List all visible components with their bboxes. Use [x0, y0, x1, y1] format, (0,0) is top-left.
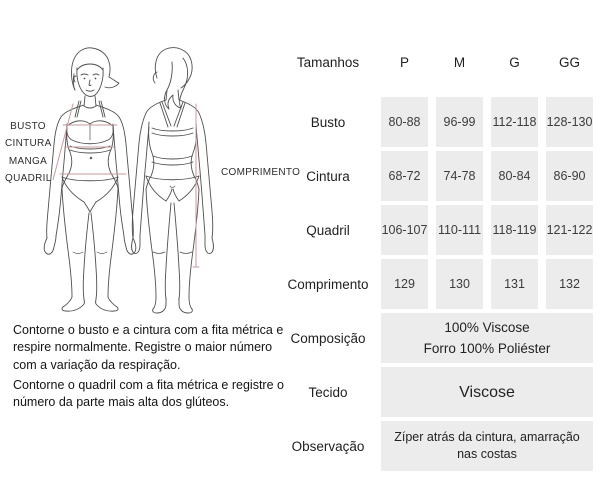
cell-busto-gg: 128-130 [546, 97, 593, 147]
cell-quadril-m: 110-111 [436, 205, 483, 255]
label-comprimento: COMPRIMENTO [221, 167, 301, 178]
row-label-tecido: Tecido [308, 384, 348, 400]
instruction-bust-waist: Contorne o busto e a cintura com a fita métrica e respire normalmente. Registre o maior número com a variação da respiração. [13, 322, 284, 372]
table-header-size-g: G [509, 55, 520, 70]
row-label-busto: Busto [310, 114, 346, 130]
table-header-size-m: M [453, 55, 466, 70]
composicao-line-2: Forro 100% Poliéster [423, 341, 551, 356]
cell-cintura-g: 80-84 [491, 151, 538, 201]
cell-comprimento-p: 129 [381, 259, 428, 309]
cell-comprimento-m: 130 [436, 259, 483, 309]
observacao-value: Zíper atrás da cintura, amarração nas costas [394, 430, 580, 461]
cell-cintura-p: 68-72 [381, 151, 428, 201]
label-quadril: QUADRIL [5, 173, 52, 184]
label-busto: BUSTO [10, 121, 46, 132]
instruction-hip: Contorne o quadril com a fita métrica e registre o número da parte mais alta dos glúteos. [13, 377, 284, 409]
row-label-observacao: Observação [291, 438, 365, 454]
cell-comprimento-g: 131 [491, 259, 538, 309]
cell-comprimento-gg: 132 [546, 259, 593, 309]
cell-observacao [381, 421, 593, 471]
size-table [283, 45, 593, 471]
row-label-cintura: Cintura [306, 168, 350, 184]
label-manga: MANGA [8, 156, 48, 167]
composicao-line-1: 100% Viscose [444, 320, 530, 335]
tecido-value: Viscose [459, 383, 515, 401]
cell-cintura-gg: 86-90 [546, 151, 593, 201]
table-header-size-gg: GG [558, 55, 580, 70]
cell-quadril-p: 106-107 [381, 205, 428, 255]
cell-cintura-m: 74-78 [436, 151, 483, 201]
cell-busto-p: 80-88 [381, 97, 428, 147]
row-label-quadril: Quadril [306, 222, 350, 238]
cell-quadril-gg: 121-122 [546, 205, 593, 255]
cell-quadril-g: 118-119 [491, 205, 538, 255]
table-header-label: Tamanhos [296, 55, 360, 70]
cell-composicao [381, 313, 593, 363]
row-label-comprimento: Comprimento [287, 276, 369, 292]
cell-busto-g: 112-118 [491, 97, 538, 147]
label-cintura: CINTURA [5, 138, 52, 149]
cell-tecido [381, 367, 593, 417]
cell-busto-m: 96-99 [436, 97, 483, 147]
row-label-composicao: Composição [290, 330, 366, 346]
table-header-size-p: P [399, 55, 409, 70]
